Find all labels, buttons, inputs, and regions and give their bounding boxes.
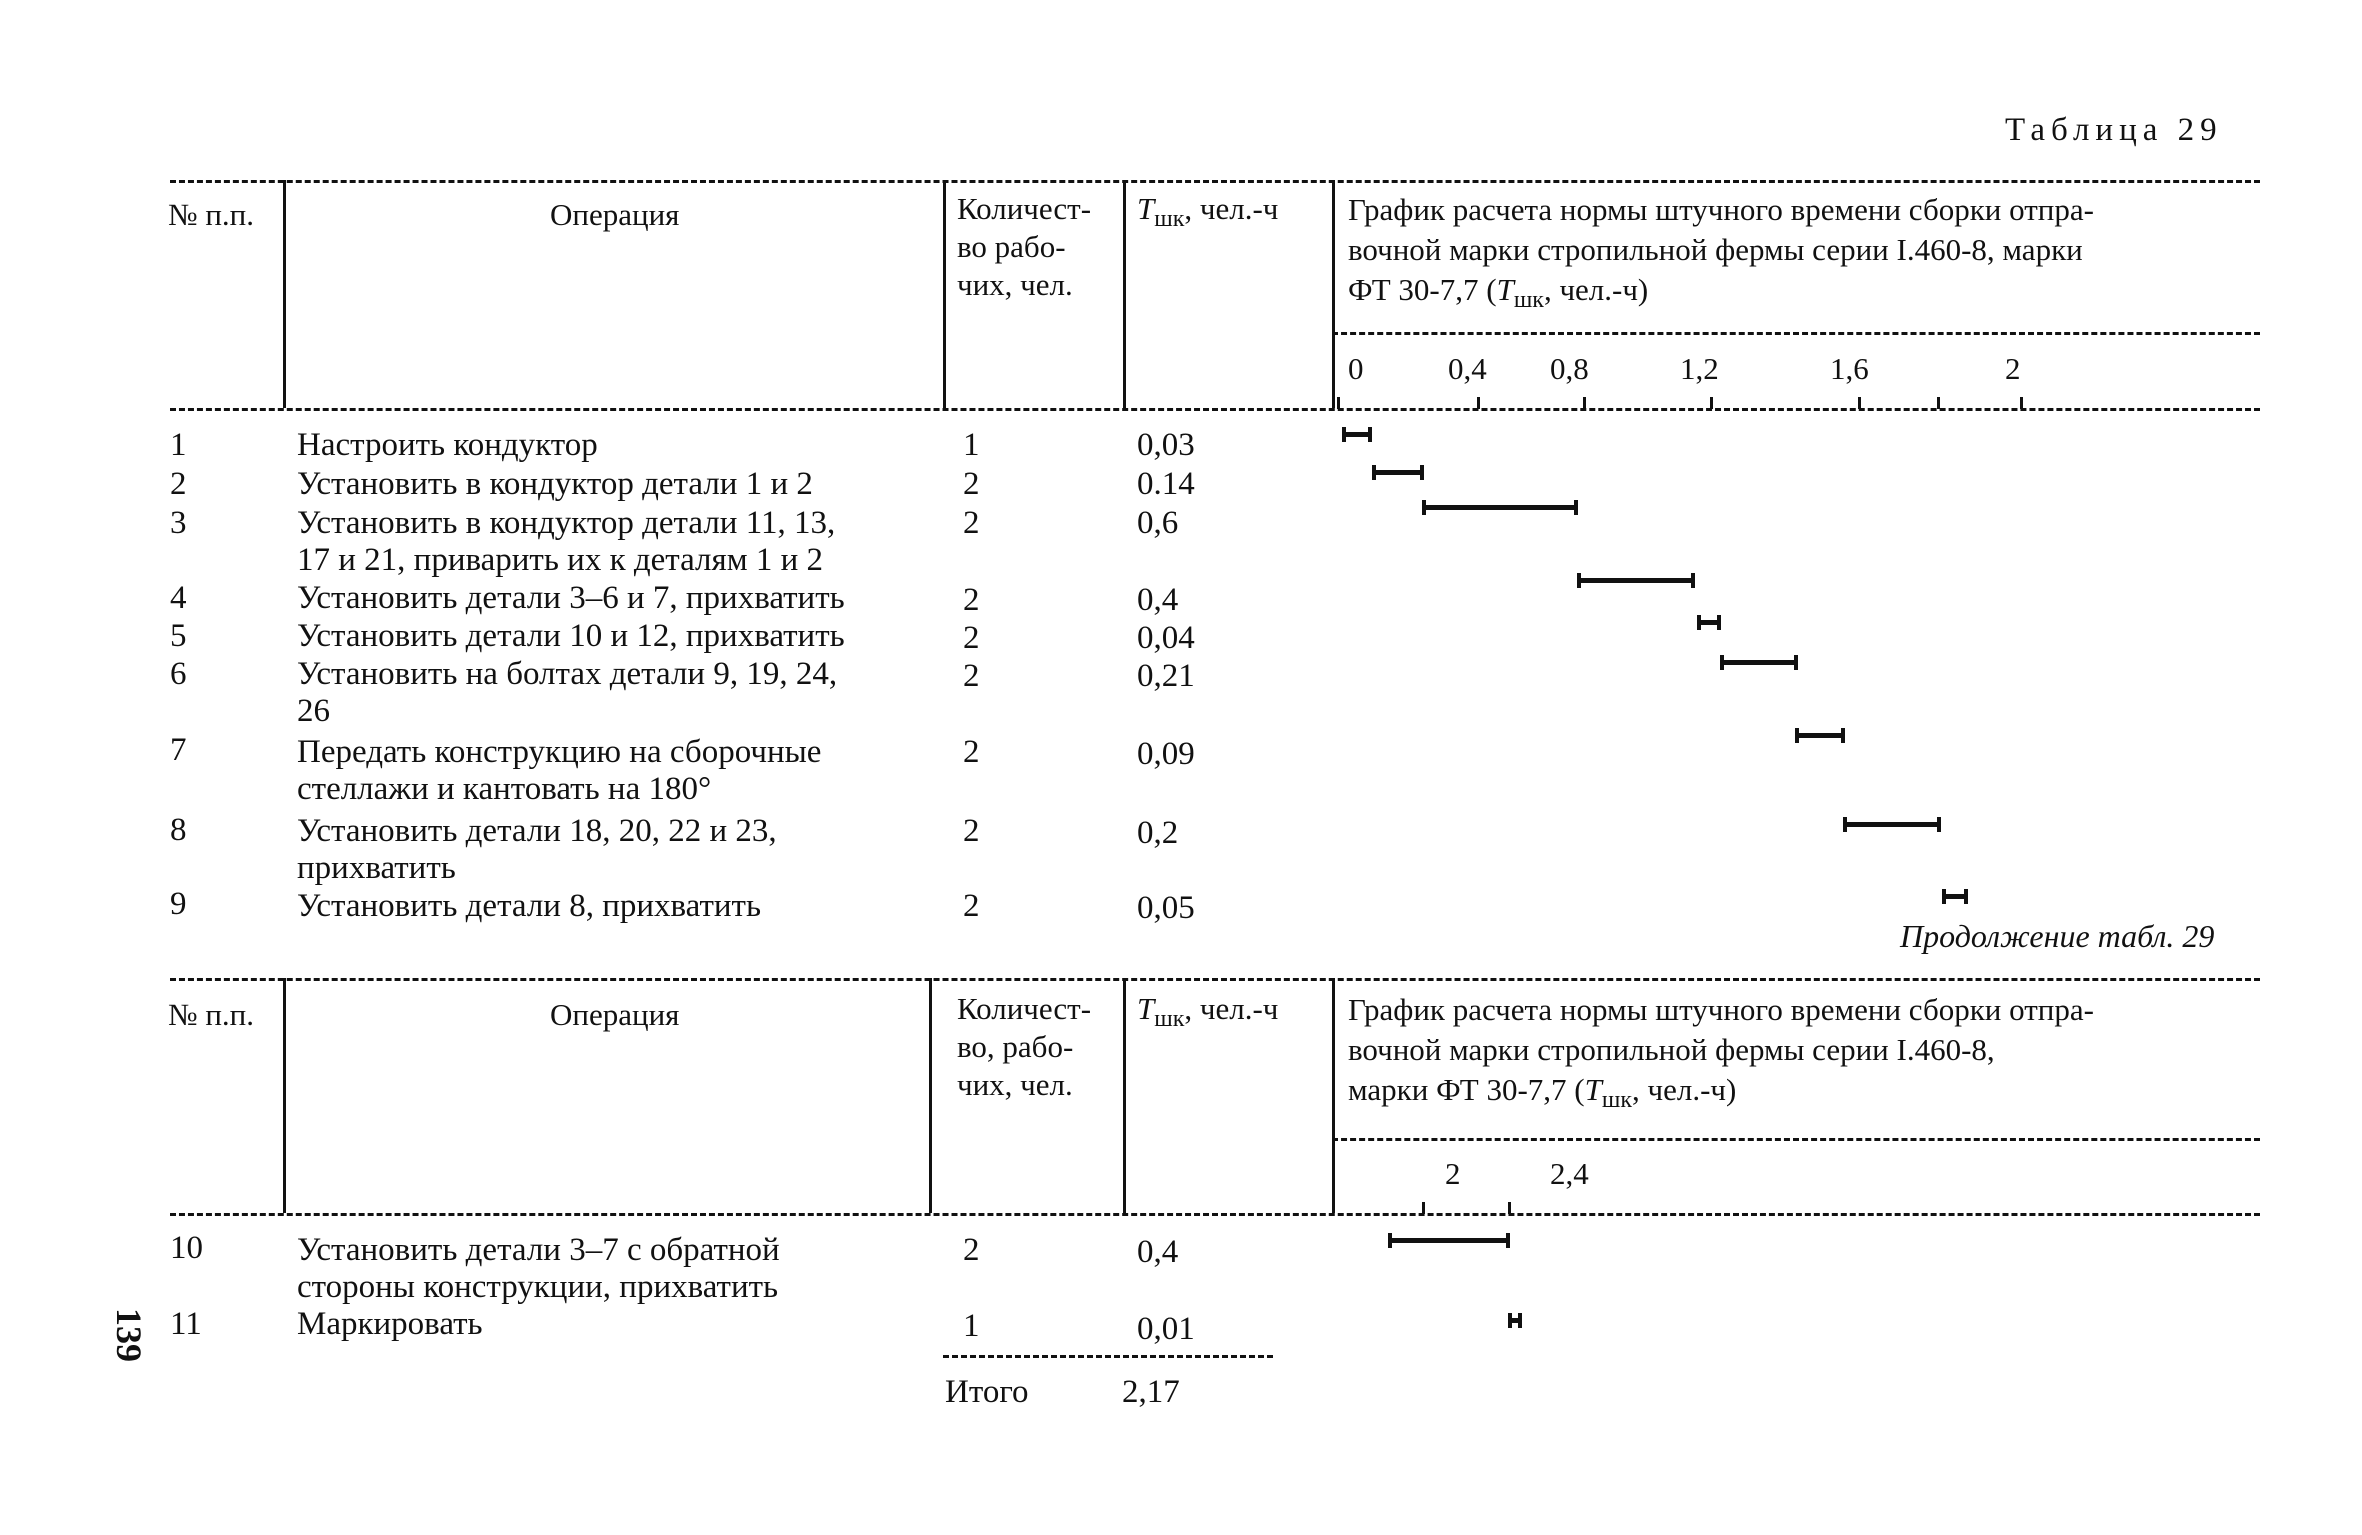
total-rule [943, 1355, 1273, 1358]
row-num: 1 [170, 427, 187, 463]
row-t: 0,4 [1137, 582, 1179, 618]
row-operation: Маркировать [297, 1306, 483, 1342]
gantt-bar [1795, 733, 1845, 738]
gantt-bar [1388, 1238, 1510, 1243]
col-divider [943, 180, 946, 408]
row-t: 0,6 [1137, 505, 1179, 541]
header-t [1137, 990, 1278, 1038]
scale-tick [1858, 397, 1861, 409]
header-operation: Операция [550, 197, 680, 232]
t-symbol: T [1137, 991, 1155, 1026]
scale-label: 2 [2005, 351, 2021, 386]
t-subscript: шк [1154, 1006, 1185, 1033]
col-divider [283, 180, 286, 408]
page-number: 139 [109, 1308, 149, 1362]
row-operation-cont: стеллажи и кантовать на 180° [297, 771, 712, 807]
header-operation: Операция [550, 997, 680, 1032]
row-operation: Установить детали 18, 20, 22 и 23, [297, 813, 777, 849]
row-t: 0,09 [1137, 736, 1195, 772]
row-num: 11 [170, 1306, 202, 1342]
row-workers: 2 [963, 505, 980, 541]
scale-tick [1337, 397, 1340, 409]
chart-header-rule [1332, 1138, 2260, 1141]
row-workers: 2 [963, 813, 980, 849]
row-num: 5 [170, 618, 187, 654]
row-operation: Установить детали 3–7 с обратной [297, 1232, 780, 1268]
col-divider [1123, 180, 1126, 408]
chart-title-line: марки ФТ 30-7,7 ($T_{шк}$, чел.-ч) [1348, 1072, 1737, 1114]
row-t: 0,21 [1137, 658, 1195, 694]
scale-label: 0,8 [1550, 351, 1589, 386]
gantt-bar [1577, 578, 1695, 583]
scale-tick [1422, 1202, 1425, 1214]
row-workers: 1 [963, 427, 980, 463]
row-operation: Передать конструкцию на сборочные [297, 734, 822, 770]
t-subscript: шк [1154, 206, 1185, 233]
row-operation: Установить в кондуктор детали 11, 13, [297, 505, 836, 541]
header-chart-title [1348, 990, 2094, 1120]
row-operation: Установить в кондуктор детали 1 и 2 [297, 466, 813, 502]
row-operation: Установить детали 10 и 12, прихватить [297, 618, 845, 654]
scale-tick [1477, 397, 1480, 409]
row-t: 0,05 [1137, 890, 1195, 926]
header-bottom-rule [170, 408, 2260, 411]
row-t: 0,03 [1137, 427, 1195, 463]
gantt-bar [1942, 894, 1968, 899]
row-workers: 2 [963, 582, 980, 618]
col-divider [1332, 978, 1335, 1213]
col-divider [929, 978, 932, 1213]
chart-title-line: График расчета нормы штучного времени сборки отпра- [1348, 192, 2094, 227]
row-workers: 1 [963, 1308, 980, 1344]
row-num: 9 [170, 886, 187, 922]
row-workers: 2 [963, 620, 980, 656]
chart-header-rule [1332, 332, 2260, 335]
gantt-bar [1508, 1318, 1522, 1323]
t-unit: , чел.-ч [1184, 191, 1279, 226]
scale-label: 0 [1348, 351, 1364, 386]
scale-tick [1710, 397, 1713, 409]
row-t: 0,4 [1137, 1234, 1179, 1270]
t-symbol: T [1137, 191, 1155, 226]
row-num: 2 [170, 466, 187, 502]
chart-title-line: График расчета нормы штучного времени сборки отпра- [1348, 992, 2094, 1027]
row-workers: 2 [963, 658, 980, 694]
row-operation-cont: стороны конструкции, прихватить [297, 1269, 779, 1305]
row-operation: Установить детали 8, прихватить [297, 888, 762, 924]
table-caption: Таблица 29 [2005, 112, 2223, 148]
continuation-caption: Продолжение табл. 29 [1900, 918, 2215, 954]
scale-tick [1583, 397, 1586, 409]
row-num: 3 [170, 505, 187, 541]
row-num: 10 [170, 1230, 203, 1266]
scale-label: 2 [1445, 1156, 1461, 1191]
scale-label: 2,4 [1550, 1156, 1589, 1191]
chart-title-line: вочной марки стропильной фермы серии I.460-8, марки [1348, 232, 2083, 267]
row-operation-cont: прихватить [297, 850, 456, 886]
row-t: 0,01 [1137, 1311, 1195, 1347]
gantt-bar [1422, 505, 1578, 510]
row-num: 4 [170, 580, 187, 616]
col-divider [1123, 978, 1126, 1213]
header-workers: Количест- во рабо- чих, чел. [957, 191, 1092, 302]
chart-title-line: ФТ 30-7,7 ($T_{шк}$, чел.-ч) [1348, 272, 1649, 314]
row-workers: 2 [963, 466, 980, 502]
header-num: № п.п. [168, 197, 255, 232]
row-t: 0,2 [1137, 815, 1179, 851]
header-t [1137, 190, 1278, 238]
table-top-rule [170, 978, 2260, 981]
chart-title-line: вочной марки стропильной фермы серии I.460-8, [1348, 1032, 1995, 1067]
col-divider [1332, 180, 1335, 408]
row-t: 0.14 [1137, 466, 1195, 502]
header-workers: Количест- во, рабо- чих, чел. [957, 991, 1092, 1102]
row-workers: 2 [963, 1232, 980, 1268]
row-t: 0,04 [1137, 620, 1195, 656]
scale-tick [1508, 1202, 1511, 1214]
row-operation-cont: 17 и 21, приварить их к деталям 1 и 2 [297, 542, 823, 578]
header-chart-title [1348, 190, 2094, 320]
header-num: № п.п. [168, 997, 255, 1032]
scale-tick [1937, 397, 1940, 409]
row-operation: Установить детали 3–6 и 7, прихватить [297, 580, 845, 616]
gantt-bar [1720, 660, 1798, 665]
gantt-bar [1342, 432, 1372, 437]
gantt-bar [1372, 470, 1424, 475]
total-label: Итого [945, 1374, 1029, 1410]
gantt-bar [1843, 822, 1941, 827]
row-num: 6 [170, 656, 187, 692]
row-num: 7 [170, 732, 187, 768]
t-unit: , чел.-ч [1184, 991, 1279, 1026]
row-workers: 2 [963, 734, 980, 770]
row-operation-cont: 26 [297, 693, 330, 729]
row-workers: 2 [963, 888, 980, 924]
row-operation: Настроить кондуктор [297, 427, 598, 463]
scale-tick [2020, 397, 2023, 409]
gantt-bar [1697, 620, 1721, 625]
col-divider [283, 978, 286, 1213]
row-operation: Установить на болтах детали 9, 19, 24, [297, 656, 838, 692]
header-bottom-rule [170, 1213, 2260, 1216]
scale-label: 0,4 [1448, 351, 1487, 386]
total-value: 2,17 [1122, 1374, 1180, 1410]
scale-label: 1,2 [1680, 351, 1719, 386]
table-top-rule [170, 180, 2260, 183]
row-num: 8 [170, 812, 187, 848]
scale-label: 1,6 [1830, 351, 1869, 386]
